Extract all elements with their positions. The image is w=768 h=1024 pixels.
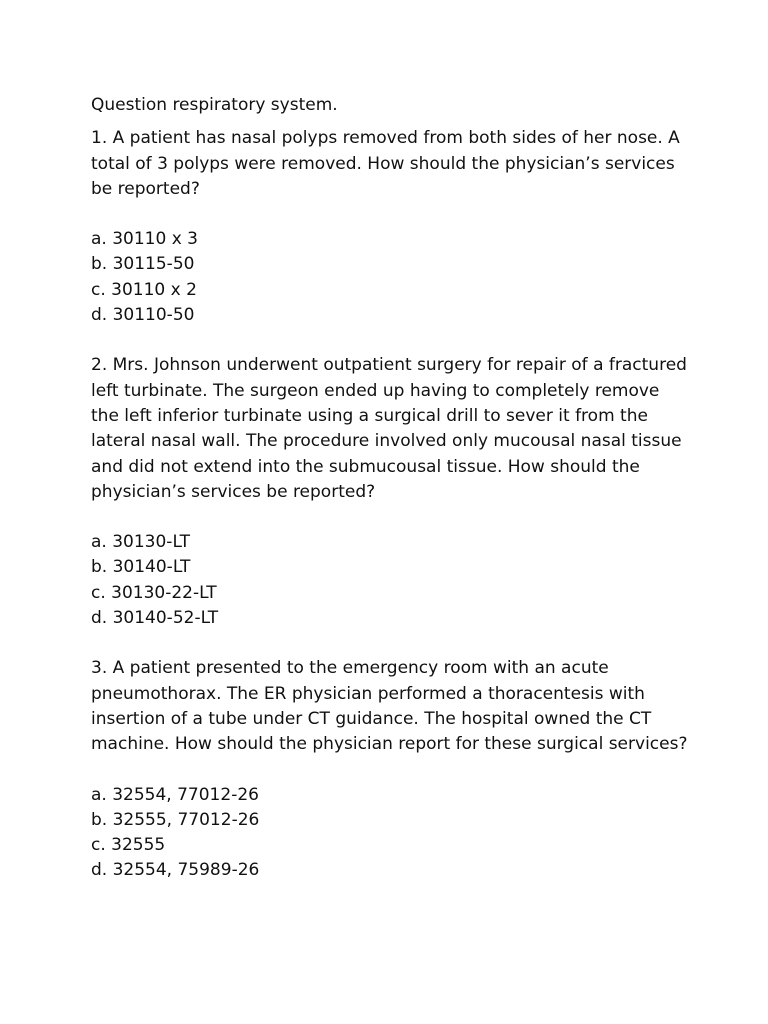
option-d: d. 30110-50 (91, 305, 195, 326)
option-a: a. 32554, 77012-26 (91, 784, 259, 805)
option-d: d. 32554, 75989-26 (91, 860, 260, 881)
option-b: b. 32555, 77012-26 (91, 809, 260, 830)
question-text: 1. A patient has nasal polyps removed from both sides of her nose. A total of 3 polyps were removed. How should the physician’s services be reported? (91, 128, 680, 199)
document-title: Question respiratory system. (91, 95, 338, 115)
option-a: a. 30130-LT (91, 532, 190, 553)
option-b: b. 30115-50 (91, 254, 195, 275)
option-c: c. 30130-22-LT (91, 582, 217, 603)
option-a: a. 30110 x 3 (91, 229, 198, 250)
answer-options (91, 227, 688, 328)
question-text: 2. Mrs. Johnson underwent outpatient surgery for repair of a fractured left turbinate. The surgeon ended up having to completely remove the left inferior turbinate using a surgical drill to sever it from the lateral nasal wall. The procedure involved only mucousal nasal tissue and did not extend into the submucousal tissue. How should the physician’s services be reported? (91, 355, 687, 502)
option-b: b. 30140-LT (91, 557, 191, 578)
answer-options (91, 783, 688, 884)
option-c: c. 32555 (91, 835, 166, 856)
question-3 (91, 656, 688, 883)
option-d: d. 30140-52-LT (91, 608, 219, 629)
option-c: c. 30110 x 2 (91, 279, 197, 300)
question-text: 3. A patient presented to the emergency room with an acute pneumothorax. The ER physician performed a thoracentesis with insertion of a tube under CT guidance. The hospital owned the CT machine. How should the physician report for these surgical services? (91, 658, 688, 755)
question-1 (91, 126, 688, 328)
question-2 (91, 353, 688, 631)
answer-options (91, 530, 688, 631)
